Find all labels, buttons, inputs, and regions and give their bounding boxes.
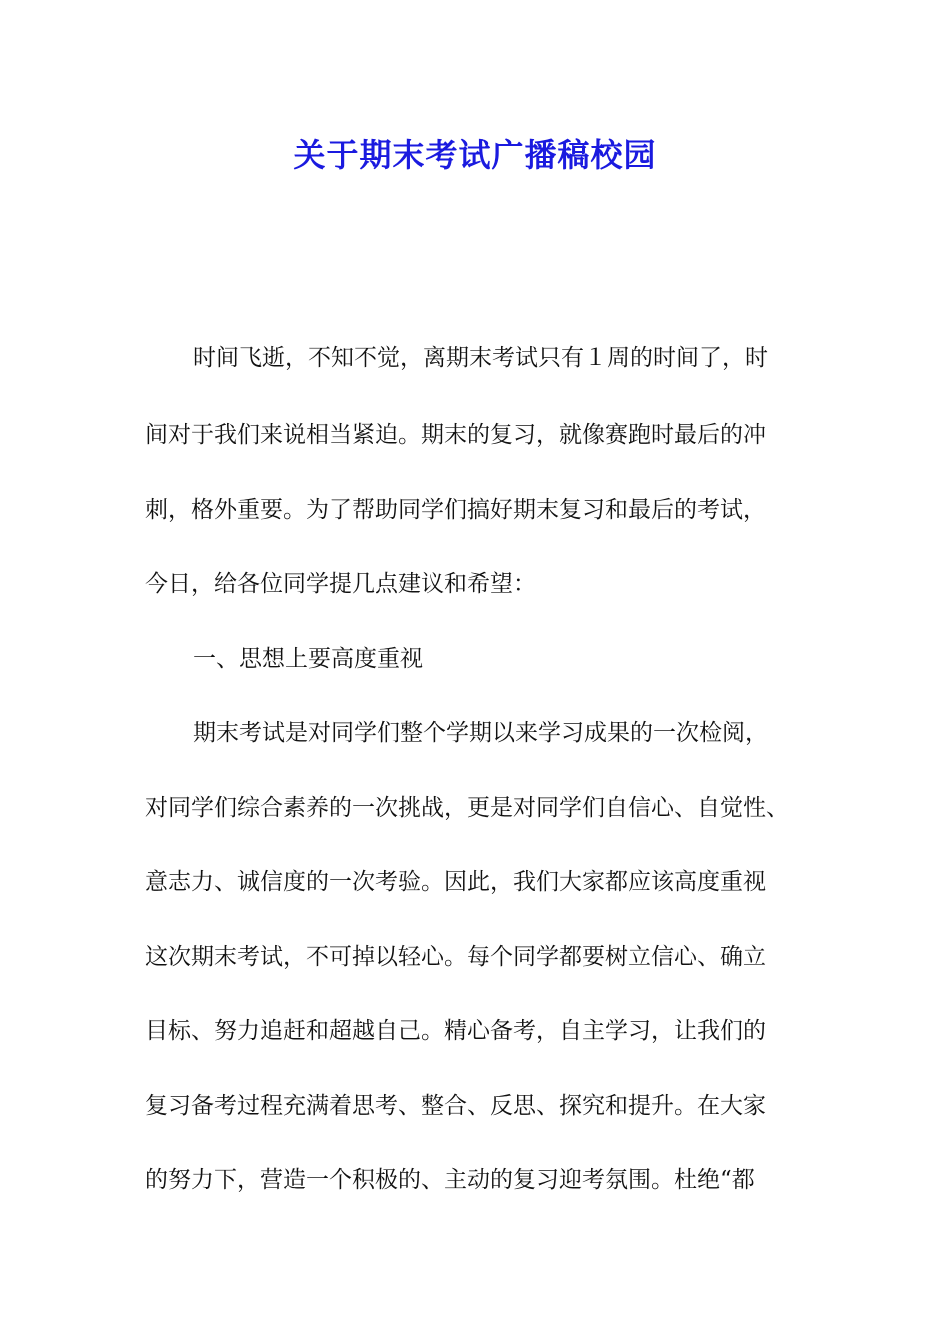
paragraph-line: 期末考试是对同学们整个学期以来学习成果的一次检阅， — [193, 720, 768, 746]
paragraph-line: 复习备考过程充满着思考、整合、反思、探究和提升。在大家 — [145, 1093, 766, 1119]
document-title: 关于期末考试广播稿校园 — [293, 136, 657, 174]
paragraph-line: 这次期末考试，不可掉以轻心。每个同学都要树立信心、确立 — [145, 944, 766, 970]
paragraph-line: 目标、努力追赶和超越自己。精心备考，自主学习，让我们的 — [145, 1018, 766, 1044]
paragraph-line: 刺，格外重要。为了帮助同学们搞好期末复习和最后的考试， — [145, 497, 766, 523]
paragraph-line: 意志力、诚信度的一次考验。因此，我们大家都应该高度重视 — [145, 869, 766, 895]
paragraph-line: 间对于我们来说相当紧迫。期末的复习，就像赛跑时最后的冲 — [145, 422, 766, 448]
paragraph-line: 今日，给各位同学提几点建议和希望： — [145, 571, 536, 597]
paragraph-line: 对同学们综合素养的一次挑战，更是对同学们自信心、自觉性、 — [145, 795, 789, 821]
paragraph-line: 的努力下，营造一个积极的、主动的复习迎考氛围。杜绝“都 — [145, 1167, 755, 1193]
section-heading: 一、思想上要高度重视 — [193, 646, 423, 672]
paragraph-line: 时间飞逝，不知不觉，离期末考试只有１周的时间了，时 — [193, 345, 768, 371]
